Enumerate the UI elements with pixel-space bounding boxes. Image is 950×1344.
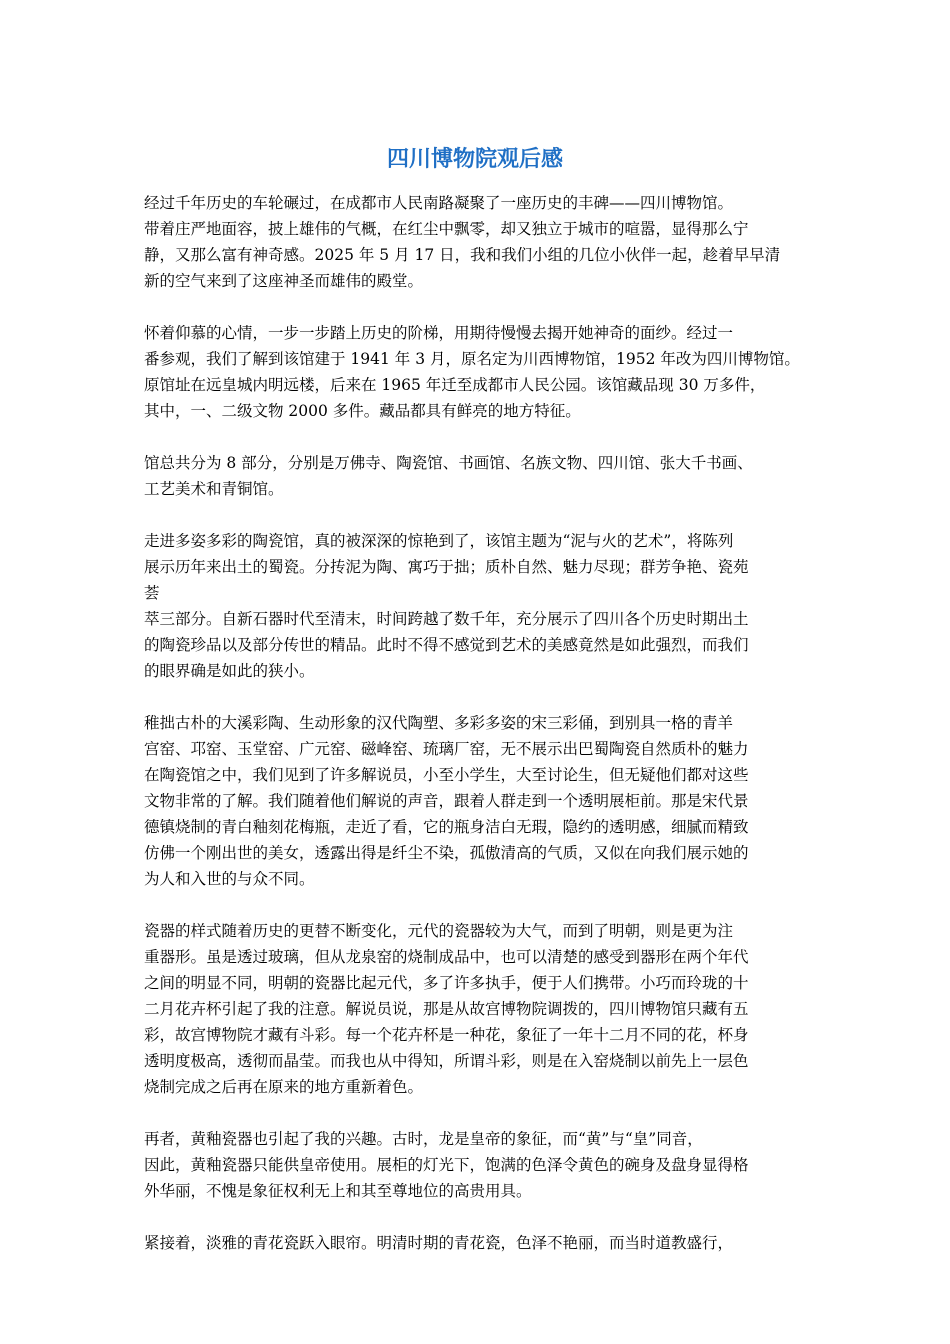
text-line: 稚拙古朴的大溪彩陶、生动形象的汉代陶塑、多彩多姿的宋三彩俑，到别具一格的青羊 — [144, 714, 734, 732]
text-line: 带着庄严地面容，披上雄伟的气概，在红尘中飘零，却又独立于城市的喧嚣，显得那么宁 — [144, 220, 749, 238]
paragraph-spacer — [144, 424, 824, 450]
paragraph-spacer — [144, 1100, 824, 1126]
article-body — [144, 190, 824, 1256]
text-line: 经过千年历史的车轮碾过，在成都市人民南路凝聚了一座历史的丰碑——四川博物馆。 — [144, 194, 734, 212]
page-title: 四川博物院观后感 — [386, 147, 563, 172]
text-line: 重器形。虽是透过玻璃，但从龙泉窑的烧制成品中，也可以清楚的感受到器形在两个年代 — [144, 948, 749, 966]
text-line: 的眼界确是如此的狭小。 — [144, 662, 315, 680]
text-line: 工艺美术和青铜馆。 — [144, 480, 284, 498]
paragraph-spacer — [144, 684, 824, 710]
text-line: 走进多姿多彩的陶瓷馆，真的被深深的惊艳到了，该馆主题为“泥与火的艺术”，将陈列 — [144, 532, 734, 550]
text-line: 番参观，我们了解到该馆建于 1941 年 3 月，原名定为川西博物馆，1952 年改为四川博物馆。 — [144, 350, 800, 368]
paragraph-spacer — [144, 892, 824, 918]
text-line: 怀着仰慕的心情，一步一步踏上历史的阶梯，用期待慢慢去揭开她神奇的面纱。经过一 — [144, 324, 734, 342]
paragraph — [144, 1230, 824, 1256]
text-line: 其中，一、二级文物 2000 多件。藏品都具有鲜亮的地方特征。 — [144, 402, 581, 420]
text-line: 再者，黄釉瓷器也引起了我的兴趣。古时，龙是皇帝的象征，而“黄”与“皇”同音， — [144, 1130, 703, 1148]
text-line: 文物非常的了解。我们随着他们解说的声音，跟着人群走到一个透明展柜前。那是宋代景 — [144, 792, 749, 810]
text-line: 瓷器的样式随着历史的更替不断变化，元代的瓷器较为大气，而到了明朝，则是更为注 — [144, 922, 734, 940]
text-line: 德镇烧制的青白釉刻花梅瓶，走近了看，它的瓶身洁白无瑕，隐约的透明感，细腻而精致 — [144, 818, 749, 836]
paragraph — [144, 918, 824, 1100]
text-line: 在陶瓷馆之中，我们见到了许多解说员，小至小学生，大至讨论生，但无疑他们都对这些 — [144, 766, 749, 784]
paragraph-spacer — [144, 502, 824, 528]
text-line: 烧制完成之后再在原来的地方重新着色。 — [144, 1078, 424, 1096]
paragraph-spacer — [144, 294, 824, 320]
text-line: 静，又那么富有神奇感。2025 年 5 月 17 日，我和我们小组的几位小伙伴一起，趁着早早清 — [144, 246, 781, 264]
text-line: 馆总共分为 8 部分，分别是万佛寺、陶瓷馆、书画馆、名族文物、四川馆、张大千书画、 — [144, 454, 753, 472]
paragraph — [144, 528, 824, 684]
text-line: 彩，故宫博物院才藏有斗彩。每一个花卉杯是一种花，象征了一年十二月不同的花，杯身 — [144, 1026, 749, 1044]
text-line: 透明度极高，透彻而晶莹。而我也从中得知，所谓斗彩，则是在入窑烧制以前先上一层色 — [144, 1052, 749, 1070]
paragraph — [144, 710, 824, 892]
text-line: 新的空气来到了这座神圣而雄伟的殿堂。 — [144, 272, 424, 290]
text-line: 仿佛一个刚出世的美女，透露出得是纤尘不染，孤傲清高的气质，又似在向我们展示她的 — [144, 844, 749, 862]
text-line: 的陶瓷珍品以及部分传世的精品。此时不得不感觉到艺术的美感竟然是如此强烈，而我们 — [144, 636, 749, 654]
text-line: 紧接着，淡雅的青花瓷跃入眼帘。明清时期的青花瓷，色泽不艳丽，而当时道教盛行， — [144, 1234, 734, 1252]
text-line: 萃三部分。自新石器时代至清末，时间跨越了数千年，充分展示了四川各个历史时期出土 — [144, 610, 749, 628]
text-line: 二月花卉杯引起了我的注意。解说员说，那是从故宫博物院调拨的，四川博物馆只藏有五 — [144, 1000, 749, 1018]
text-line: 因此，黄釉瓷器只能供皇帝使用。展柜的灯光下，饱满的色泽令黄色的碗身及盘身显得格 — [144, 1156, 749, 1174]
text-line: 荟 — [144, 584, 160, 602]
text-line: 宫窑、邛窑、玉堂窑、广元窑、磁峰窑、琉璃厂窑，无不展示出巴蜀陶瓷自然质朴的魅力 — [144, 740, 749, 758]
text-line: 外华丽，不愧是象征权利无上和其至尊地位的高贵用具。 — [144, 1182, 532, 1200]
text-line: 之间的明显不同，明朝的瓷器比起元代，多了许多执手，便于人们携带。小巧而玲珑的十 — [144, 974, 749, 992]
paragraph — [144, 1126, 824, 1204]
text-line: 为人和入世的与众不同。 — [144, 870, 315, 888]
text-line: 展示历年来出土的蜀瓷。分抟泥为陶、寓巧于拙；质朴自然、魅力尽现；群芳争艳、瓷苑 — [144, 558, 749, 576]
text-line: 原馆址在远皇城内明远楼，后来在 1965 年迁至成都市人民公园。该馆藏品现 30 万多件， — [144, 376, 766, 394]
paragraph-spacer — [144, 1204, 824, 1230]
paragraph — [144, 320, 824, 424]
paragraph — [144, 450, 824, 502]
paragraph — [144, 190, 824, 294]
